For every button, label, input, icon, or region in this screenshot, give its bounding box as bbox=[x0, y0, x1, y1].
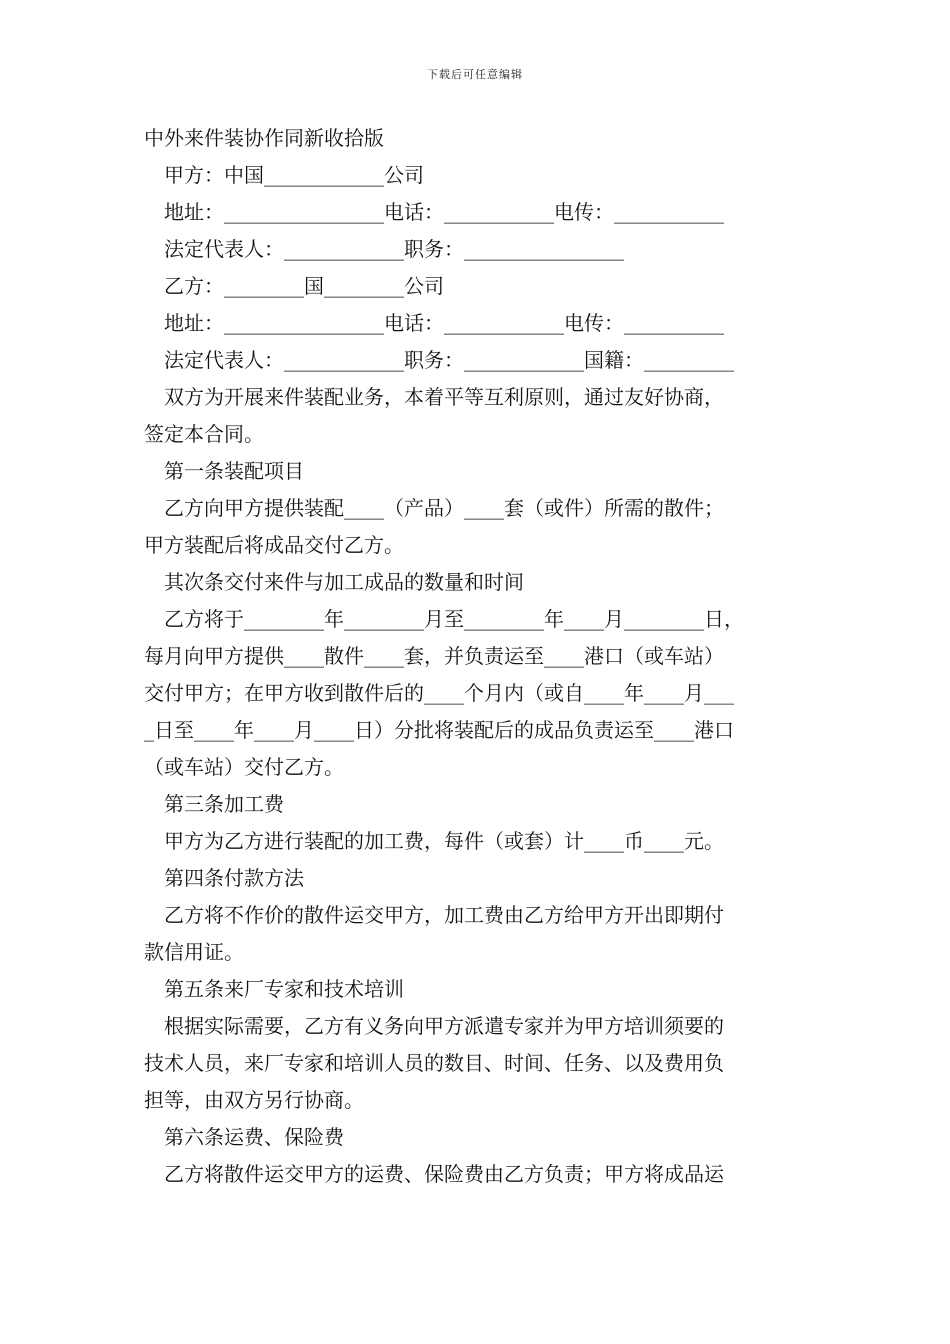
document-line: 乙方将于________年________月至________年____月________日， bbox=[164, 607, 744, 631]
document-line: （或车站）交付乙方。 bbox=[144, 755, 344, 779]
document-line: 甲方：中国____________公司 bbox=[164, 163, 424, 187]
document-line: 乙方：________国________公司 bbox=[164, 274, 444, 298]
document-line: 第六条运费、保险费 bbox=[164, 1125, 344, 1149]
document-line: 乙方将散件运交甲方的运费、保险费由乙方负责；甲方将成品运 bbox=[164, 1162, 724, 1186]
document-line: 第四条付款方法 bbox=[164, 866, 304, 890]
document-lines bbox=[144, 157, 824, 1193]
document-title: 中外来件装协作同新收拾版 bbox=[144, 126, 384, 150]
document-line: 乙方向甲方提供装配____（产品）____套（或件）所需的散件； bbox=[164, 496, 724, 520]
document-line: 第五条来厂专家和技术培训 bbox=[164, 977, 404, 1001]
document-line: 法定代表人：____________职务：____________国籍：_________ bbox=[164, 348, 734, 372]
document-line: 第一条装配项目 bbox=[164, 459, 304, 483]
document-line: 第三条加工费 bbox=[164, 792, 284, 816]
document-line: 款信用证。 bbox=[144, 940, 244, 964]
document-line: 双方为开展来件装配业务，本着平等互利原则，通过友好协商， bbox=[164, 385, 724, 409]
document-line: 其次条交付来件与加工成品的数量和时间 bbox=[164, 570, 524, 594]
document-line: 甲方为乙方进行装配的加工费，每件（或套）计____币____元。 bbox=[164, 829, 724, 853]
document-line: 担等，由双方另行协商。 bbox=[144, 1088, 364, 1112]
document-line: 技术人员，来厂专家和培训人员的数目、时间、任务、以及费用负 bbox=[144, 1051, 724, 1075]
document-line: 每月向甲方提供____散件____套，并负责运至____港口（或车站） bbox=[144, 644, 724, 668]
document-line: 地址：________________电话：___________电传：___________ bbox=[164, 200, 724, 224]
document-line: 甲方装配后将成品交付乙方。 bbox=[144, 533, 404, 557]
document-line: 乙方将不作价的散件运交甲方，加工费由乙方给甲方开出即期付 bbox=[164, 903, 724, 927]
document-line: 签定本合同。 bbox=[144, 422, 264, 446]
header-note: 下载后可任意编辑 bbox=[427, 68, 523, 81]
document-line: 交付甲方；在甲方收到散件后的____个月内（或自____年____月___ bbox=[144, 681, 734, 705]
document-line: 地址：________________电话：____________电传：__________ bbox=[164, 311, 724, 335]
document-line: 根据实际需要，乙方有义务向甲方派遣专家并为甲方培训须要的 bbox=[164, 1014, 724, 1038]
document-line: _日至____年____月____日）分批将装配后的成品负责运至____港口 bbox=[144, 718, 734, 742]
document-line: 法定代表人：____________职务：________________ bbox=[164, 237, 624, 261]
document-body bbox=[144, 120, 824, 1193]
